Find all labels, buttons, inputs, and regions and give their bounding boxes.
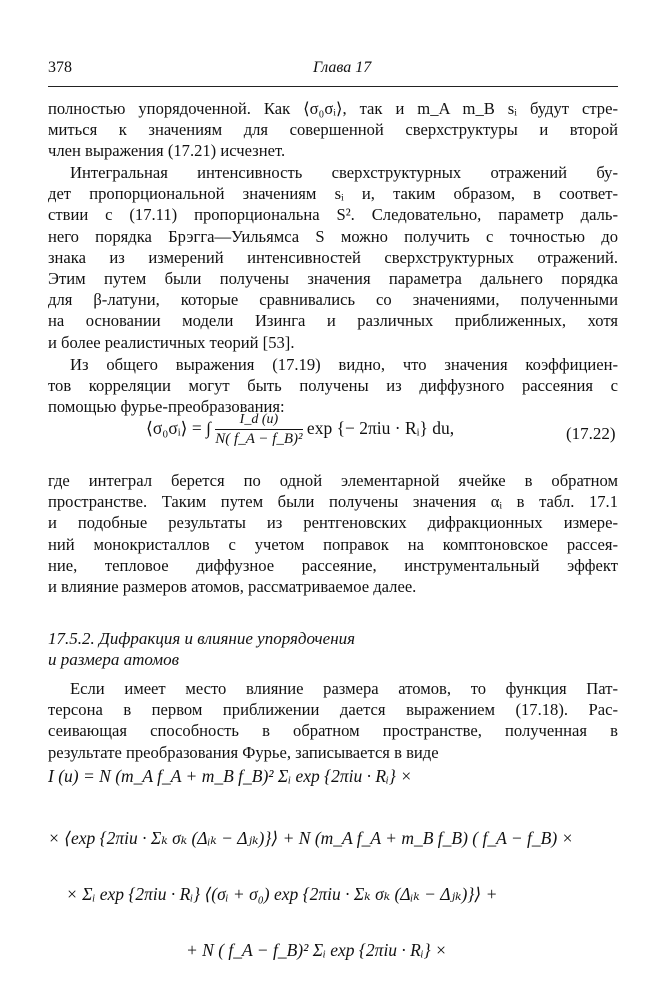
fraction-denominator: N( f_A − f_B)² [215,431,303,447]
text-line: ний монокристаллов с учетом поправок на комптоновское рассея- [48,534,618,554]
text-line: ние, тепловое диффузное рассеяние, инструментальный эффект [48,555,618,575]
text-line: ствии с (17.11) пропорциональна S². Следовательно, параметр даль- [48,205,618,225]
text-line: полностью упорядоченной. Как ⟨σ₀σᵢ⟩, так и m_A m_B sᵢ будут стре- [48,99,618,118]
equation-line-2: × ⟨exp {2πiu · Σₖ σₖ (Δᵢₖ − Δⱼₖ)}⟩ + N (m_A f_A + m_B f_B) ( f_A − f_B) × [48,828,574,848]
paragraph-3 [48,354,618,418]
text-line: результате преобразования Фурье, записывается в виде [48,742,439,762]
paragraph-1 [48,98,618,162]
fraction-numerator: I_d (u) [215,412,302,430]
equation-line-3: × Σᵢ exp {2πiu · Rᵢ} ⟨(σᵢ + σ₀) exp {2πiu · Σₖ σₖ (Δᵢₖ − Δⱼₖ)}⟩ + [66,884,498,904]
text-line: него порядка Брэгга—Уильямса S можно получить с точностью до [48,226,618,246]
equation-lhs: ⟨σ₀σᵢ⟩ = ∫ [146,418,211,439]
text-line: сеивающая способность в обратном пространстве, полученная в [48,721,618,741]
heading-line: и размера атомов [48,650,179,669]
text-line: миться к значениям для совершенной сверхструктуры и второй [48,120,618,140]
heading-line: 17.5.2. Дифракция и влияние упорядочения [48,629,356,648]
text-line: терсона в первом приближении дается выражением (17.18). Рас- [48,700,618,720]
text-line: дет пропорциональной значениям sᵢ и, таким образом, в соответ- [48,184,618,204]
paragraph-4 [48,470,618,597]
text-line: где интеграл берется по одной элементарной ячейке в обратном [48,471,618,490]
equation-line-4: + N ( f_A − f_B)² Σᵢ exp {2πiu · Rᵢ} × [186,940,447,960]
equation-fraction [215,412,302,448]
text-line: и влияние размеров атомов, рассматриваемое далее. [48,577,417,597]
equation-line-1: I (u) = N (m_A f_A + m_B f_B)² Σᵢ exp {2πiu · Rᵢ} × [48,766,413,786]
page-number: 378 [48,59,72,76]
page-header [48,59,618,83]
text-line: на основании модели Изинга и различных приближенных, хотя [48,311,618,331]
section-heading [48,628,618,670]
text-line: тов корреляции могут быть получены из диффузного рассеяния с [48,376,618,396]
text-line: и подобные результаты из рентгеновских дифракционных измере- [48,513,618,533]
equation-rhs: exp {− 2πiu · Rᵢ} du, [306,418,455,439]
header-rule [48,86,618,87]
equation-17-22 [146,412,454,448]
text-line: Этим путем были получены значения параметра дальнего порядка [48,269,618,289]
text-line: Из общего выражения (17.19) видно, что значения коэффициен- [70,355,618,374]
equation-number: (17.22) [566,424,616,443]
paragraph-5 [48,678,618,763]
text-line: помощью фурье-преобразования: [48,397,285,417]
paragraph-2 [48,162,618,353]
text-line: Если имеет место влияние размера атомов, то функция Пат- [70,679,618,698]
chapter-title: Глава 17 [313,59,372,76]
text-line: для β-латуни, которые сравнивались со значениями, полученными [48,290,618,310]
text-line: член выражения (17.21) исчезнет. [48,141,286,161]
text-line: Интегральная интенсивность сверхструктурных отражений бу- [70,163,618,182]
text-line: пространстве. Таким путем были получены значения αᵢ в табл. 17.1 [48,492,618,512]
text-line: и более реалистичных теорий [53]. [48,332,295,352]
text-line: знака из измерений интенсивностей сверхструктурных отражений. [48,247,618,267]
